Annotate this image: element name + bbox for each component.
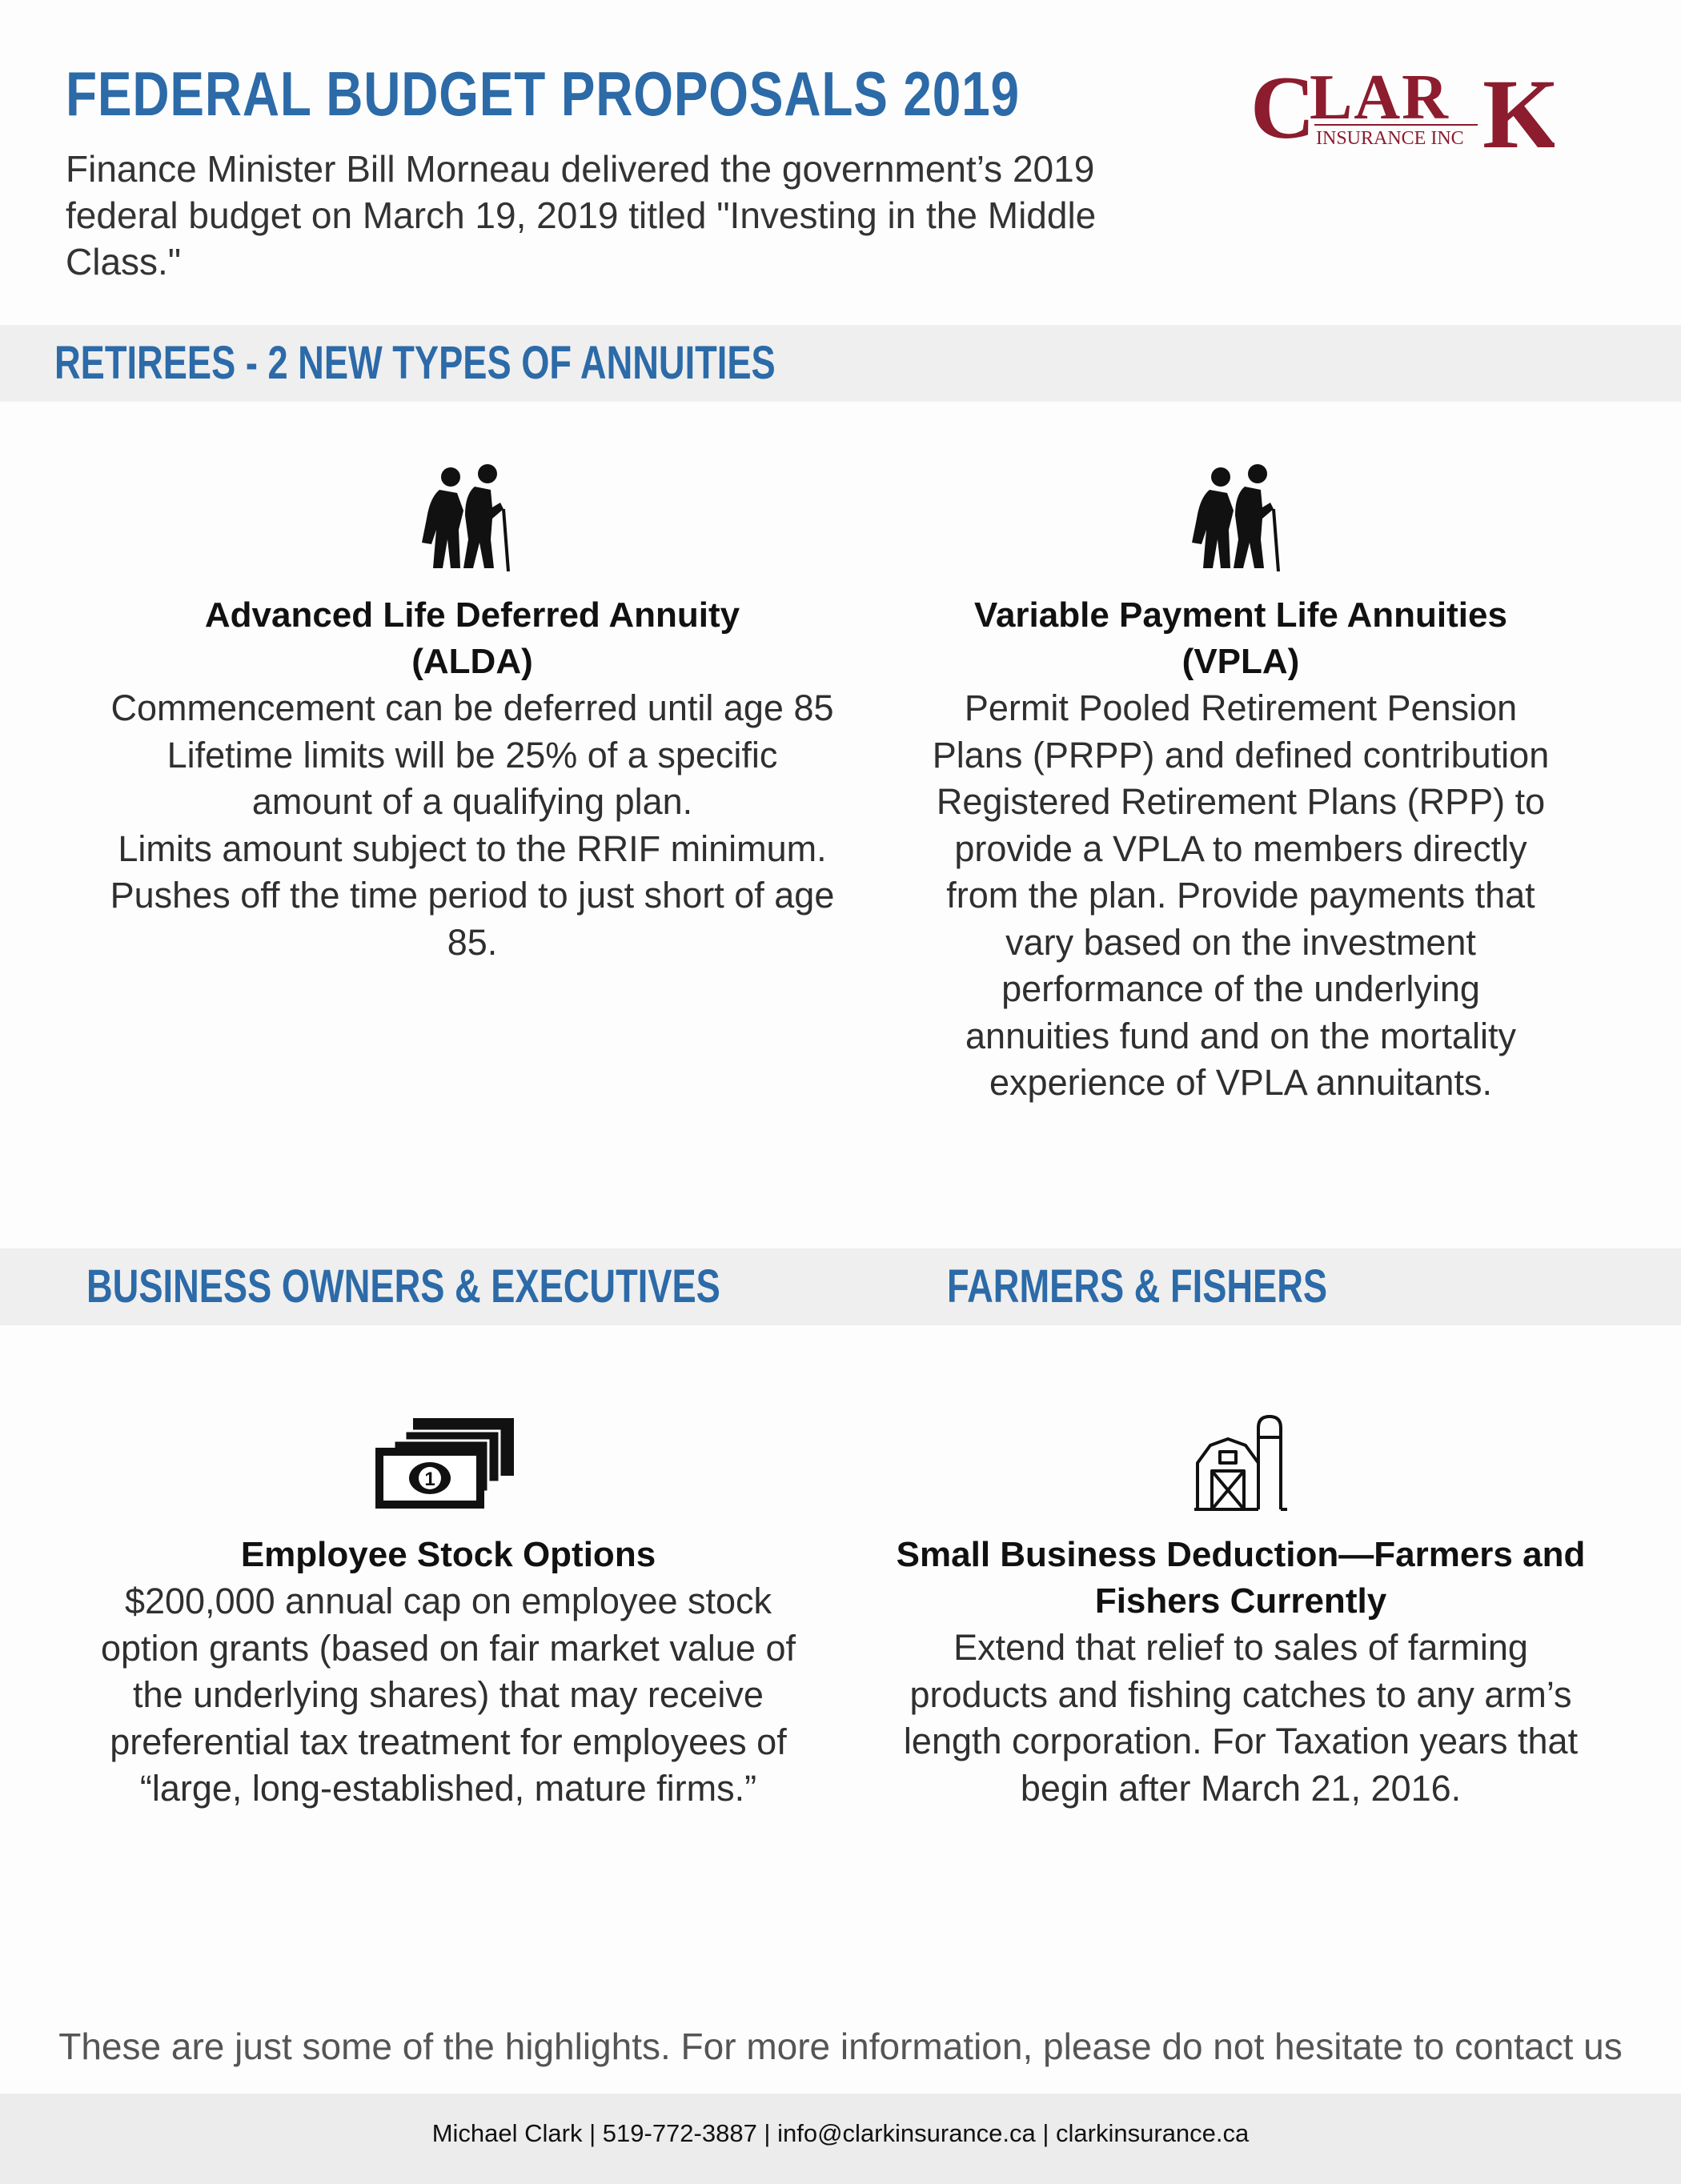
clark-insurance-logo <box>1250 59 1555 163</box>
small-business-column <box>840 1532 1641 1812</box>
section-heading-retirees: RETIREES - 2 NEW TYPES OF ANNUITIES <box>54 337 776 389</box>
alda-title: Advanced Life Deferred Annuity (ALDA) <box>204 595 740 681</box>
elderly-couple-icon <box>1186 463 1291 575</box>
svg-text:1: 1 <box>424 1469 435 1490</box>
stock-options-body: $200,000 annual cap on employee stock option grants (based on fair market value of the underlying shares) that may receive preferential tax treatment for employees of “large, long-established, mature firms.” <box>101 1581 796 1809</box>
alda-body: Commencement can be deferred until age 85 Lifetime limits will be 25% of a specific amount of a qualifying plan. Limits amount subject to the RRIF minimum. Pushes off the time period to just short of age 85. <box>110 687 835 963</box>
money-stack-icon <box>375 1417 516 1509</box>
page-title: FEDERAL BUDGET PROPOSALS 2019 <box>66 58 1020 129</box>
footer-contact: Michael Clark | 519-772-3887 | info@clarkinsurance.ca | clarkinsurance.ca <box>431 2119 1250 2147</box>
alda-column <box>80 592 865 966</box>
vpla-title: Variable Payment Life Annuities (VPLA) <box>974 595 1507 681</box>
svg-text:INSURANCE INC: INSURANCE INC <box>1316 128 1464 149</box>
svg-text:C: C <box>1250 59 1315 158</box>
stock-options-title: Employee Stock Options <box>240 1535 656 1574</box>
closing-note: These are just some of the highlights. For more information, please do not hesitate to contact us <box>58 2026 1623 2067</box>
barn-silo-icon <box>1193 1413 1289 1514</box>
intro-paragraph: Finance Minister Bill Morneau delivered the government’s 2019 federal budget on March 19, 2019 titled "Investing in the Middle Class." <box>66 148 1097 283</box>
elderly-couple-icon <box>415 463 521 575</box>
svg-text:K: K <box>1482 59 1555 163</box>
vpla-column <box>849 592 1633 1107</box>
small-business-body: Extend that relief to sales of farming products and fishing catches to any arm’s length corporation. For Taxation years that begin after March 21, 2016. <box>903 1627 1579 1809</box>
stock-options-column <box>48 1532 849 1813</box>
section-heading-business: BUSINESS OWNERS & EXECUTIVES <box>86 1260 720 1312</box>
vpla-body: Permit Pooled Retirement Pension Plans (PRPP) and defined contribution Registered Retirement Plans (RPP) to provide a VPLA to members directly from the plan. Provide payments that vary based on the investment performance of the underlying annuities fund and on the mortality experience of VPLA annuitants. <box>932 687 1550 1103</box>
section-heading-farmers: FARMERS & FISHERS <box>947 1260 1328 1312</box>
small-business-title: Small Business Deduction—Farmers and Fishers Currently <box>896 1535 1586 1621</box>
svg-text:LAR: LAR <box>1310 62 1450 133</box>
